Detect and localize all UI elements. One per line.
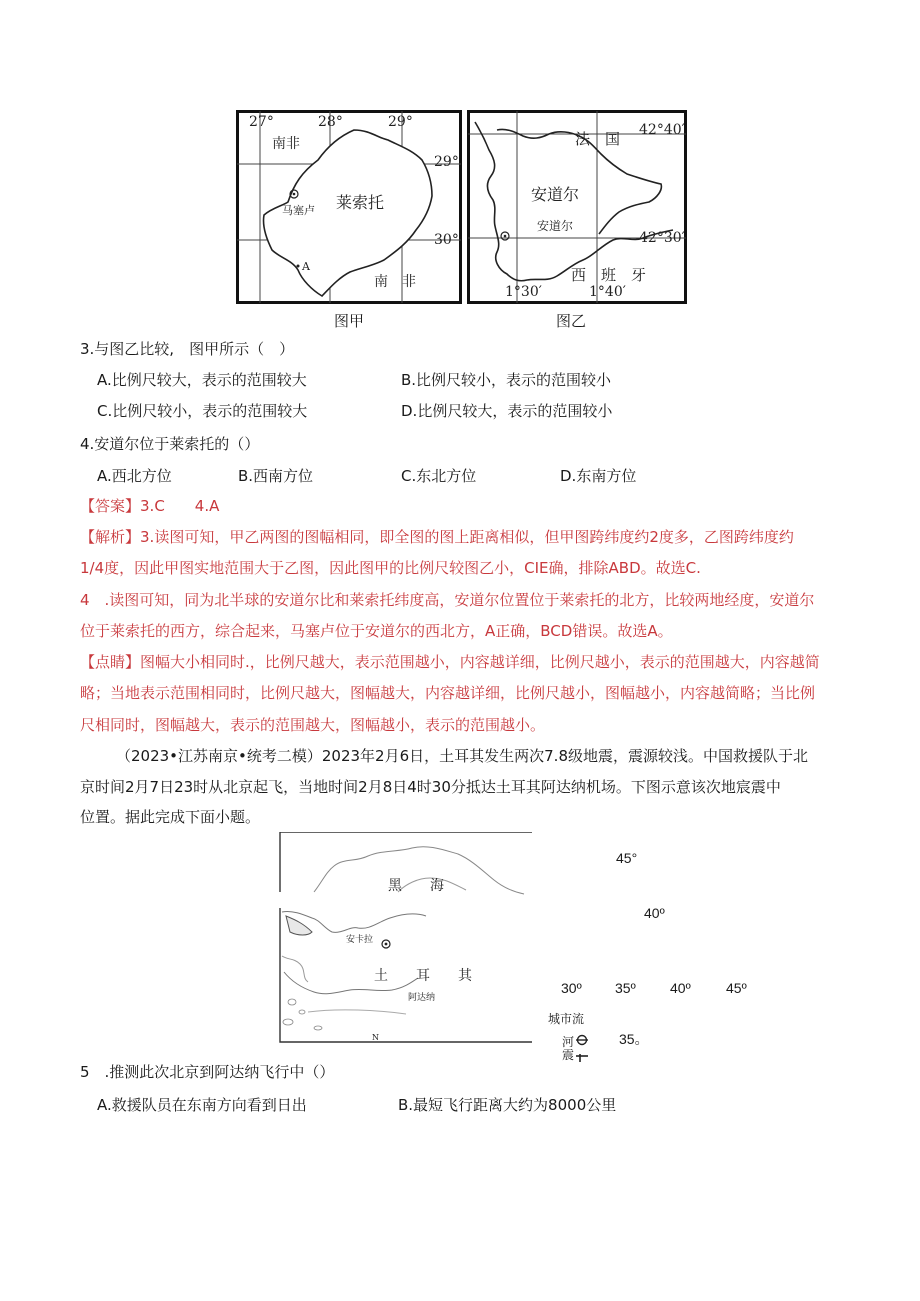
lon-30-label: 30º bbox=[561, 980, 582, 996]
q4-option-b[interactable]: B.西南方位 bbox=[238, 467, 314, 485]
jia-capital-label: 马塞卢 bbox=[282, 204, 315, 217]
jia-point-a-marker bbox=[297, 265, 300, 268]
q5-option-b[interactable]: B.最短飞行距离大约为8000公里 bbox=[398, 1096, 617, 1114]
passage-line-2: 京时间2月7日23时从北京起飞，当地时间2月8日4时30分抵达土耳其阿达纳机场。下图示意该次地宸震中 bbox=[80, 778, 781, 796]
yi-lon-130: 1°30′ bbox=[505, 284, 542, 300]
caption-jia: 图甲 bbox=[334, 312, 365, 330]
q3-option-d[interactable]: D.比例尺较大，表示的范围较小 bbox=[401, 402, 613, 420]
passage-line-3: 位置。据此完成下面小题。 bbox=[80, 808, 261, 826]
sea-label: 黑 海 bbox=[388, 878, 444, 894]
analysis-line-3: 4 .读图可知，同为北半球的安道尔比和莱索托纬度高，安道尔位置位于莱索托的北方，比较两地经度，安道尔 bbox=[80, 591, 815, 609]
jia-lat-29: 29° bbox=[434, 154, 459, 170]
answer-text: 3.C 4.A bbox=[140, 497, 220, 515]
yi-lat-4240: 42°40′ bbox=[639, 122, 685, 138]
map-turkey bbox=[278, 832, 534, 1044]
jia-point-a: A bbox=[302, 260, 310, 273]
jia-lon-28: 28° bbox=[318, 114, 343, 130]
lat-40-label: 40º bbox=[644, 905, 665, 921]
yi-lat-4230: 42°30′ bbox=[639, 230, 685, 246]
analysis-line-1 bbox=[80, 526, 794, 548]
map-yi bbox=[467, 110, 687, 304]
q4-option-c[interactable]: C.东北方位 bbox=[401, 467, 477, 485]
q4-option-d[interactable]: D.东南方位 bbox=[560, 467, 637, 485]
tip-line-2: 略；当地表示范围相同时，比例尺越大，图幅越大，内容越详细，比例尺越小，图幅越小，内容越简略；当比例 bbox=[80, 684, 816, 702]
turkey-label: 土 耳 其 bbox=[374, 968, 472, 984]
lon-45-label: 45º bbox=[726, 980, 747, 996]
lat-45-label: 45° bbox=[616, 850, 638, 866]
jia-country-main: 莱索托 bbox=[336, 193, 385, 212]
caption-yi: 图乙 bbox=[556, 312, 587, 330]
yi-country-bottom: 西 班 牙 bbox=[571, 266, 647, 284]
passage-line-1: （2023•江苏南京•统考二模）2023年2月6日，土耳其发生两次7.8级地震，震源较浅。中国救援队于北 bbox=[116, 747, 808, 765]
analysis-line-2: 1/4度，因此甲图实地范围大于乙图，因此图甲的比例尺较图乙小，CIE确，排除ABD。故选C. bbox=[80, 559, 701, 577]
tip-line-3: 尺相同时，图幅越大，表示的范围越大，图幅越小，表示的范围越小。 bbox=[80, 716, 546, 734]
analysis-tag: 【解析】 bbox=[80, 528, 141, 546]
ankara-label: 安卡拉 bbox=[346, 935, 374, 945]
q5-option-a[interactable]: A.救援队员在东南方向看到日出 bbox=[97, 1096, 307, 1114]
lon-40-label: 40º bbox=[670, 980, 691, 996]
map-jia bbox=[236, 110, 462, 304]
tip-line-1 bbox=[80, 651, 820, 673]
analysis-line-4: 位于莱索托的西方，综合起来，马塞卢位于安道尔的西北方，A正确，BCD错误。故选A。 bbox=[80, 622, 673, 640]
q3-option-c[interactable]: C.比例尺较小，表示的范围较大 bbox=[97, 402, 308, 420]
q4-option-a[interactable]: A.西北方位 bbox=[97, 467, 172, 485]
q3-stem: 3.与图乙比较, 图甲所示（ ） bbox=[80, 340, 295, 358]
yi-country-main: 安道尔 bbox=[531, 185, 580, 204]
jia-lat-30: 30° bbox=[434, 232, 459, 248]
lon-35-label: 35º bbox=[615, 980, 636, 996]
north-mark: N bbox=[372, 1033, 379, 1042]
answer-line bbox=[80, 495, 219, 517]
jia-lon-29: 29° bbox=[388, 114, 413, 130]
legend-quake: 震 bbox=[562, 1048, 575, 1062]
tip-tag: 【点睛】 bbox=[80, 653, 141, 671]
yi-capital-label: 安道尔 bbox=[537, 219, 574, 233]
yi-lon-140: 1°40′ bbox=[589, 284, 626, 300]
q5-stem: 5 .推测此次北京到阿达纳飞行中（） bbox=[80, 1063, 335, 1081]
lat-35-label: 35。 bbox=[619, 1031, 649, 1047]
answer-tag: 【答案】 bbox=[80, 497, 141, 515]
adana-label: 阿达纳 bbox=[408, 993, 436, 1003]
legend-city: 城市流 bbox=[548, 1012, 585, 1026]
tip-text-1: 图幅大小相同时.，比例尺越大，表示范围越小，内容越详细，比例尺越小，表示的范围越大，内容越简 bbox=[140, 653, 820, 671]
yi-country-top: 法 国 bbox=[575, 130, 621, 148]
q3-option-b[interactable]: B.比例尺较小，表示的范围较小 bbox=[401, 371, 612, 389]
jia-country-top: 南非 bbox=[272, 136, 300, 152]
legend-river: 河 bbox=[562, 1035, 575, 1049]
q4-stem: 4.安道尔位于莱索托的（） bbox=[80, 435, 260, 453]
analysis-text-1: 3.读图可知，甲乙两图的图幅相同，即全图的图上距离相似，但甲图跨纬度约2度多，乙图跨纬度约 bbox=[140, 528, 794, 546]
q3-option-a[interactable]: A.比例尺较大，表示的范围较大 bbox=[97, 371, 307, 389]
jia-lon-27: 27° bbox=[249, 114, 274, 130]
legend-symbols bbox=[574, 1034, 590, 1064]
jia-country-bottom: 南 非 bbox=[374, 274, 416, 290]
